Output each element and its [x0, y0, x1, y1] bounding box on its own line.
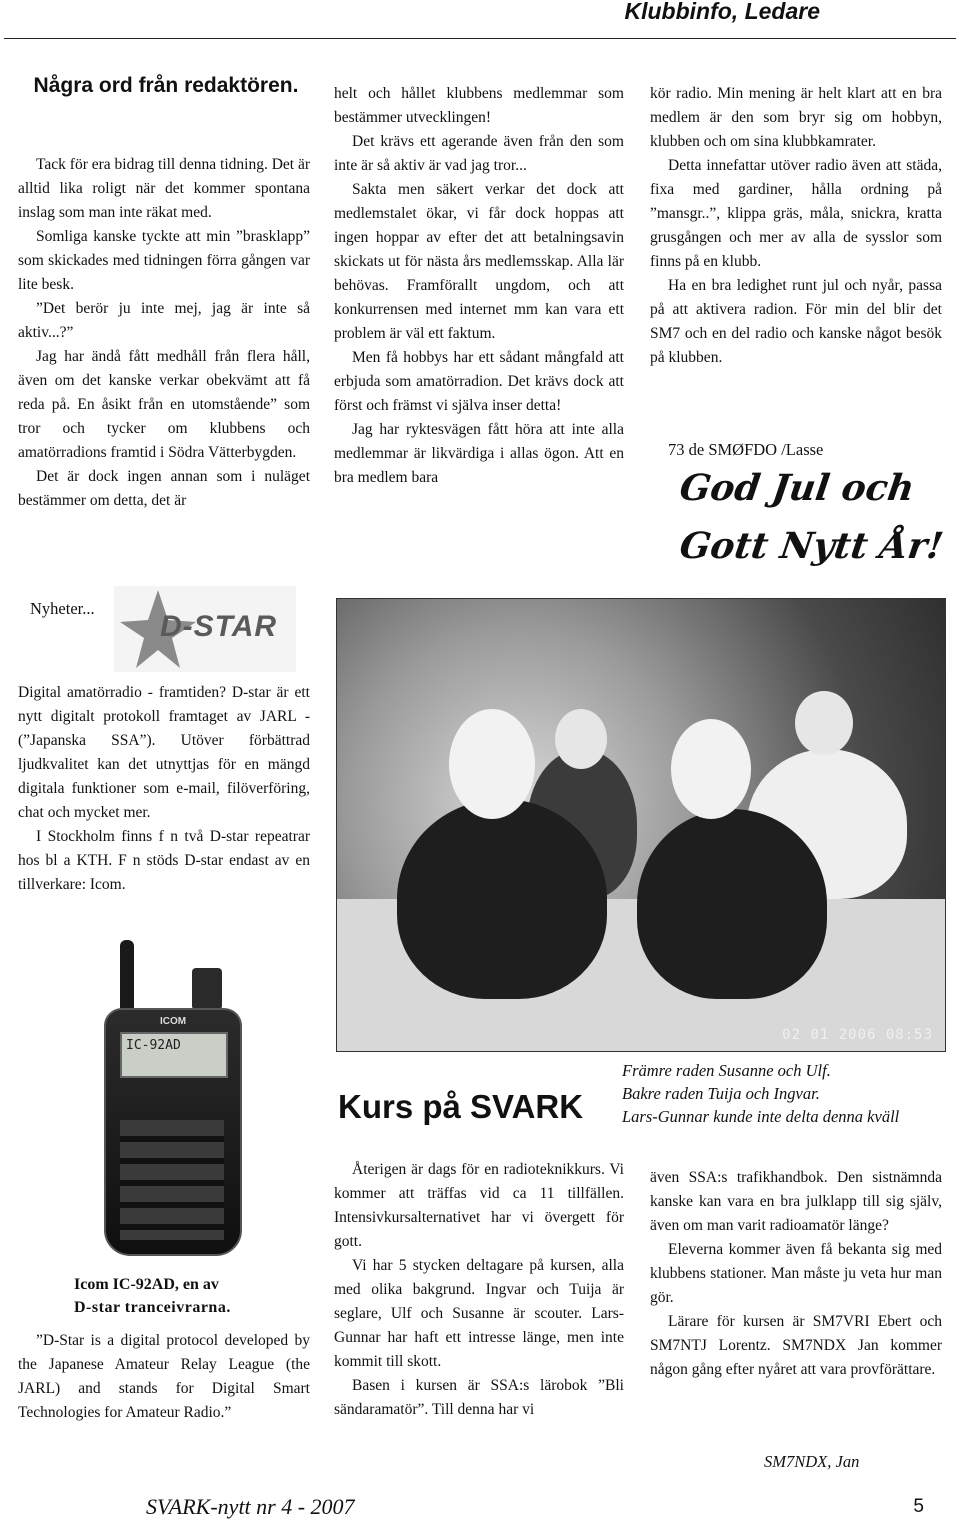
- paragraph: Jag har ändå fått medhåll från flera håll, även om det kanske verkar obekvämt att få reda på. En åsikt från en utomstående” som tror och tycker om klubbens och amatörradions framtid i Södra Vätterbygden.: [18, 348, 310, 461]
- paragraph: Återigen är dags för en radioteknikkurs. Vi kommer att träffas vid ca 11 tillfällen. Intensivkursalternativet har vi övergett för gott.: [334, 1161, 624, 1250]
- person-front-right: [637, 809, 827, 999]
- face: [795, 691, 853, 755]
- paragraph: Basen i kursen är SSA:s lärobok ”Bli sändaramatör”. Till denna har vi: [334, 1377, 624, 1418]
- paragraph: Jag har ryktesvägen fått höra att inte alla medlemmar är likvärdiga i allas ögon. Att en bra medlem bara: [334, 421, 624, 486]
- footer-publication-title: SVARK-nytt nr 4 - 2007: [146, 1494, 355, 1519]
- paragraph: Det krävs ett agerande även från den som inte är så aktiv är vad jag tror...: [334, 133, 624, 174]
- radio-brand: ICOM: [159, 1016, 187, 1027]
- knob: [192, 968, 222, 1010]
- person-front-left: [397, 799, 607, 999]
- classroom-photo: [336, 598, 946, 1052]
- face: [671, 719, 751, 819]
- header-divider: [4, 38, 956, 39]
- dstar-quote: [18, 1329, 310, 1425]
- editorial-column-2: [334, 82, 624, 490]
- paragraph: Men få hobbys har ett sådant mångfald att erbjuda som amatörradion. Det krävs dock att först och främst vi själva inser detta!: [334, 349, 624, 414]
- radio-keypad: [120, 1120, 224, 1240]
- radio-display: [120, 1032, 228, 1078]
- editorial-signature: 73 de SMØFDO /Lasse: [668, 440, 824, 459]
- paragraph: Digital amatörradio - framtiden? D-star är ett nytt digitalt protokoll framtaget av JARL - (”Japanska SSA”). Utöver förbättrad ljudkvalitet kan det utnyttjas för en mängd digitala funktioner som e-mail, filöverföring, chat och mycket mer.: [18, 684, 310, 821]
- caption-line: Lars-Gunnar kunde inte delta denna kväll: [622, 1107, 900, 1126]
- paragraph: ”Det berör ju inte mej, jag är inte så aktiv...?”: [18, 300, 310, 341]
- quote-text: ”D-Star is a digital protocol developed by the Japanese Amateur Relay League (the JARL) and stands for Digital Smart Technologies for Amateur Radio.”: [18, 1332, 310, 1421]
- editorial-title: Några ord från redaktören.: [33, 74, 299, 97]
- radio-model-label: IC-92AD: [126, 1038, 181, 1053]
- course-signature: SM7NDX, Jan: [764, 1452, 860, 1471]
- news-column: [18, 681, 310, 897]
- antenna: [120, 940, 134, 1010]
- paragraph: Det är dock ingen annan som i nuläget bestämmer om detta, det är: [18, 468, 310, 509]
- course-column-2: [650, 1166, 942, 1382]
- christmas-greeting-line-1: God Jul och: [677, 467, 917, 509]
- page-number: 5: [913, 1496, 924, 1517]
- paragraph: Ha en bra ledighet runt jul och nyår, passa på att aktivera radion. För min del blir det SM7 och en del radio och kanske något besök på klubben.: [650, 277, 942, 366]
- christmas-greeting-line-2: Gott Nytt År!: [677, 525, 946, 567]
- radio-caption-2: D-star tranceivrarna.: [74, 1299, 231, 1316]
- paragraph: Sakta men säkert verkar det dock att medlemstalet ökar, vi får dock hoppas att ingen hoppar av efter det att betalningsavin skickats ut för nästa års medlemsskap. Alla lär behövas. Framförallt ungdom, och att konkurrensen med internet mm kan vara ett problem är väl ett faktum.: [334, 181, 624, 342]
- radio-caption-1: Icom IC-92AD, en av: [74, 1276, 219, 1293]
- photo-caption: [622, 1059, 942, 1128]
- paragraph: Somliga kanske tyckte att min ”brasklapp” som skickades med tidningen förra gången var lite besk.: [18, 228, 310, 293]
- paragraph: kör radio. Min mening är helt klart att en bra medlem är den som bryr sig om hobbyn, klubben och om sina klubbkamrater.: [650, 85, 942, 150]
- editorial-column-1: [18, 153, 310, 513]
- paragraph: Vi har 5 stycken deltagare på kursen, alla med olika bakgrund. Ingvar och Tuija är seglare, Ulf och Susanne är scouter. Lars-Gunnar har haft ett intresse länge, men inte kommit till skott.: [334, 1257, 624, 1370]
- dstar-logo: [114, 586, 296, 672]
- editorial-column-3: [650, 82, 942, 370]
- icom-radio-image: [96, 940, 246, 1258]
- paragraph: I Stockholm finns f n två D-star repeatrar hos bl a KTH. F n stöds D-star endast av en tillverkare: Icom.: [18, 828, 310, 893]
- course-title: Kurs på SVARK: [338, 1088, 584, 1125]
- caption-line: Bakre raden Tuija och Ingvar.: [622, 1084, 820, 1103]
- face: [555, 709, 607, 769]
- photo-timestamp: 02 01 2006 08:53: [782, 1027, 933, 1043]
- caption-line: Främre raden Susanne och Ulf.: [622, 1061, 831, 1080]
- paragraph: Lärare för kursen är SM7VRI Ebert och SM7NTJ Lorentz. SM7NDX Jan kommer någon gång efter nyåret att vara provförättare.: [650, 1313, 942, 1378]
- section-header-title: Klubbinfo, Ledare: [624, 0, 820, 24]
- news-label: Nyheter...: [30, 599, 95, 618]
- course-column-1: [334, 1158, 624, 1422]
- paragraph: Detta innefattar utöver radio även att städa, fixa med gardiner, hålla ordning på ”mansgr..”, klippa gräs, måla, snickra, kratta grusgången och mer av alla de sysslor som finns på en klubb.: [650, 157, 942, 270]
- paragraph: helt och hållet klubbens medlemmar som bestämmer utvecklingen!: [334, 85, 624, 126]
- paragraph: Eleverna kommer även få bekanta sig med klubbens stationer. Man måste ju veta hur man gör.: [650, 1241, 942, 1306]
- dstar-logo-text: D-STAR: [160, 610, 278, 643]
- paragraph: även SSA:s trafikhandbok. Den sistnämnda kanske kan vara en bra julklapp till sig själv, även om man varit radioamatör länge?: [650, 1169, 942, 1234]
- radio-body: [104, 1008, 242, 1256]
- face: [449, 709, 535, 819]
- paragraph: Tack för era bidrag till denna tidning. Det är alltid lika roligt när det kommer spontana inslag som man inte räkat med.: [18, 156, 310, 221]
